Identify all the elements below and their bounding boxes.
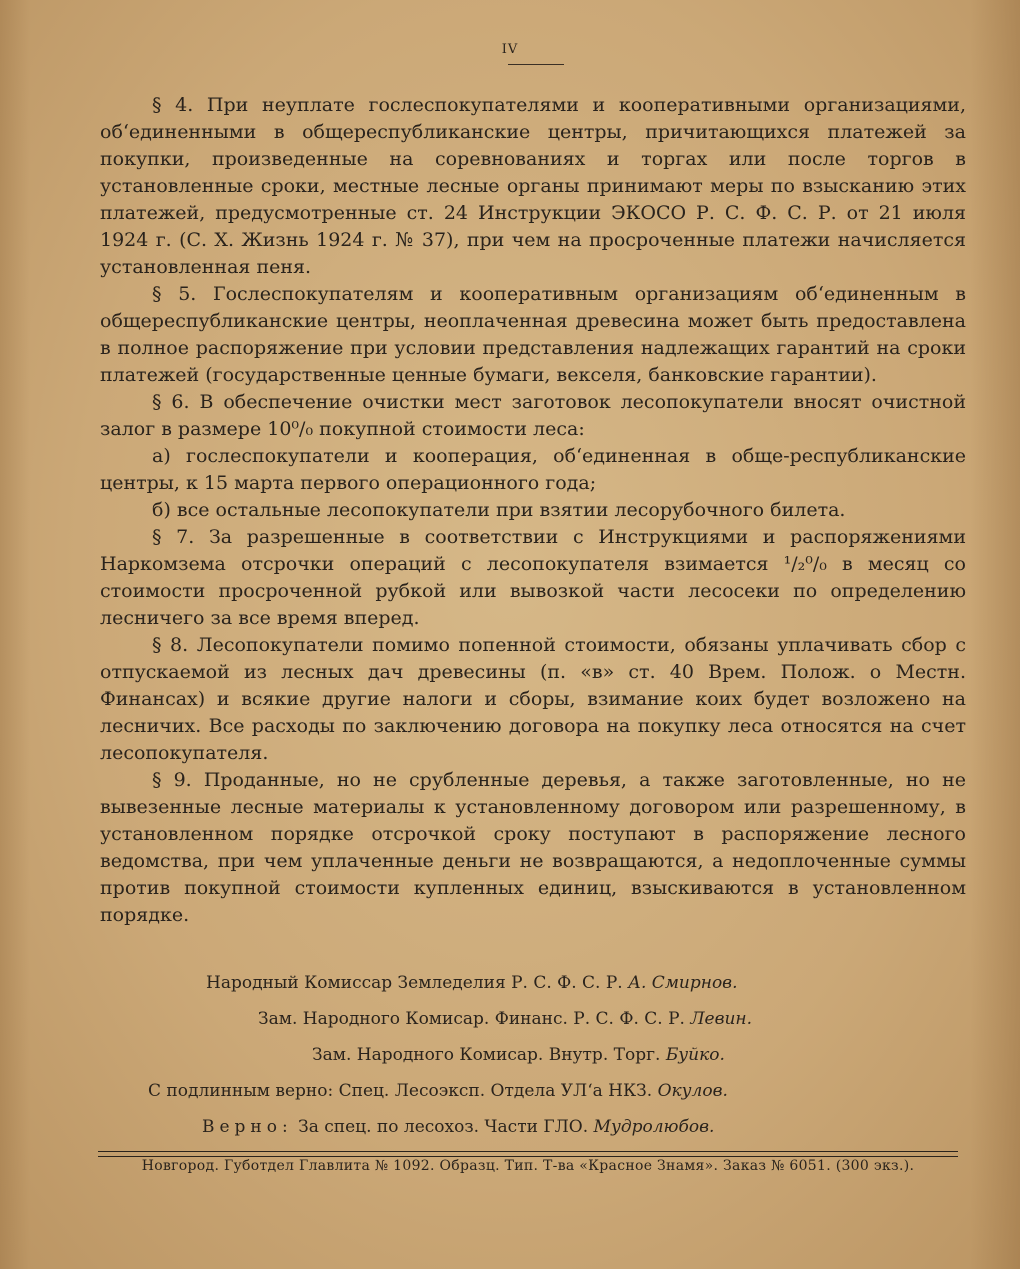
- signature-name: Буйко.: [665, 1045, 725, 1065]
- signature-line: [100, 965, 966, 1001]
- signature-line: [100, 1109, 966, 1145]
- signature-name: А. Смирнов.: [628, 973, 738, 993]
- footer-double-rule: [98, 1151, 958, 1157]
- signature-line: [100, 1001, 966, 1037]
- signature-name: Окулов.: [657, 1081, 728, 1101]
- signature-title: За спец. по лесохоз. Части ГЛО.: [298, 1117, 589, 1137]
- paragraph-6b: б) все остальные лесопокупатели при взятии лесорубочного билета.: [152, 499, 846, 521]
- paragraph-5: § 5. Гослеспокупателям и кооперативным организациям об‘единенным в общереспубликанские центры, неоплаченная древесина может быть предоставлена в полное распоряжение при условии представления надлежащих гарантий на сроки платежей (государственные ценные бумаги, векселя, банковские гарантии).: [100, 283, 966, 386]
- signature-title: С подлинным верно: Спец. Лесоэксп. Отдела УЛ‘а НКЗ.: [148, 1081, 653, 1101]
- paragraph-8: § 8. Лесопокупатели помимо попенной стоимости, обязаны уплачивать сбор с отпускаемой из лесных дач древесины (п. «в» ст. 40 Врем. Полож. о Местн. Финансах) и всякие другие налоги и сборы, взимание коих будет возложено на лесничих. Все расходы по заключению договора на покупку леса относятся на счет лесопокупателя.: [100, 634, 966, 764]
- page-number: IV: [501, 42, 519, 57]
- signature-title: Народный Комиссар Земледелия Р. С. Ф. С. Р.: [206, 973, 623, 993]
- signature-block: [100, 965, 966, 1145]
- page-edge-shadow-right: [970, 0, 1020, 1269]
- signature-line: [100, 1073, 966, 1109]
- paragraph-7: § 7. За разрешенные в соответствии с Инструкциями и распоряжениями Наркомзема отсрочки операций с лесопокупателя взимается ¹/₂⁰/₀ в месяц со стоимости просроченной рубкой или вывозкой части лесосеки по определению лесничего за все время вперед.: [100, 526, 966, 629]
- signature-prefix: Верно:: [202, 1117, 293, 1137]
- signature-title: Зам. Народного Комисар. Внутр. Торг.: [312, 1045, 661, 1065]
- signature-line: [100, 1037, 966, 1073]
- page-number-rule: [508, 64, 564, 65]
- paragraph-9: § 9. Проданные, но не срубленные деревья, а также заготовленные, но не вывезенные лесные материалы к установленному договором или разрешенному, в установленном порядке отсрочкой сроку поступают в распоряжение лесного ведомства, при чем уплаченные деньги не возвращаются, а недоплоченные суммы против покупной стоимости купленных единиц, взыскиваются в установленном порядке.: [100, 769, 966, 926]
- body-text: [100, 92, 966, 929]
- signature-title: Зам. Народного Комисар. Финанс. Р. С. Ф. С. Р.: [258, 1009, 685, 1029]
- page-edge-shadow-left: [0, 0, 30, 1269]
- signature-name: Левин.: [690, 1009, 753, 1029]
- paragraph-6a: а) гослеспокупатели и кооперация, об‘единенная в обще-республиканские центры, к 15 марта первого операционного года;: [100, 445, 966, 494]
- printer-imprint: Новгород. Губотдел Главлита № 1092. Образц. Тип. Т-ва «Красное Знамя». Заказ № 6051. (300 экз.).: [141, 1158, 915, 1174]
- paragraph-4: § 4. При неуплате гослеспокупателями и кооперативными организациями, об‘единенными в общереспубликанские центры, причитающихся платежей за покупки, произведенные на соревнованиях и торгах или после торгов в установленные сроки, местные лесные органы принимают меры по взысканию этих платежей, предусмотренные ст. 24 Инструкции ЭКОСО Р. С. Ф. С. Р. от 21 июля 1924 г. (С. Х. Жизнь 1924 г. № 37), при чем на просроченные платежи начисляется установленная пеня.: [100, 94, 966, 278]
- paragraph-6: § 6. В обеспечение очистки мест заготовок лесопокупатели вносят очистной залог в размере 10⁰/₀ покупной стоимости леса:: [100, 391, 966, 440]
- signature-name: Мудролюбов.: [593, 1117, 715, 1137]
